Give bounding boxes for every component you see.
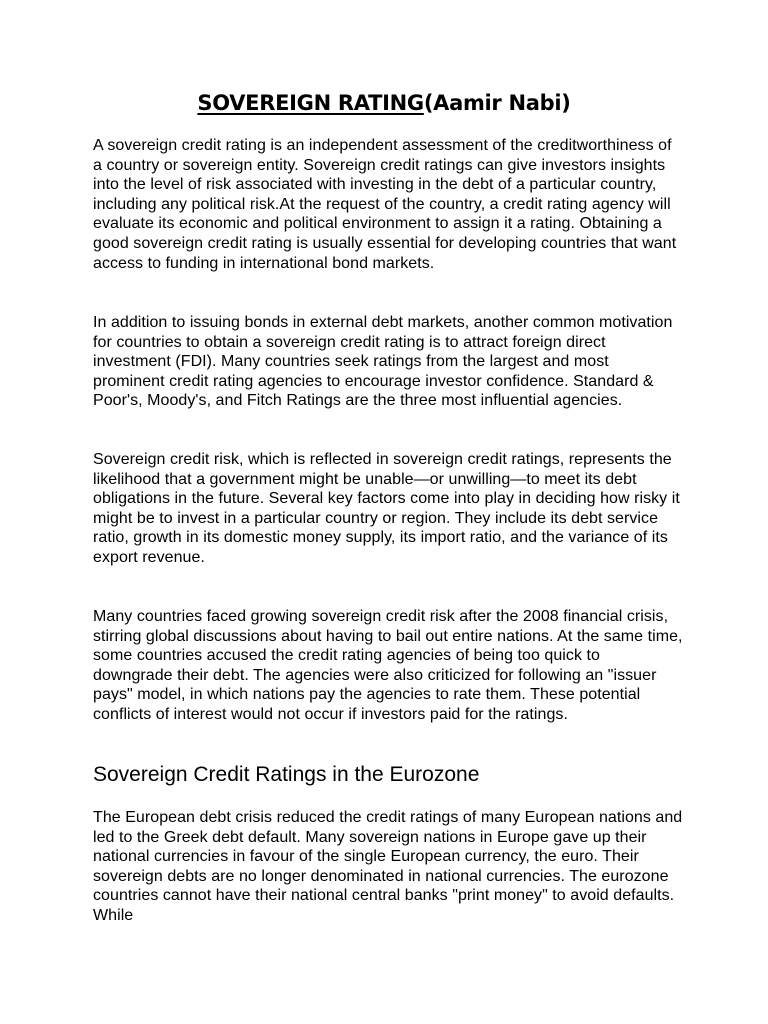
paragraph-eurozone: The European debt crisis reduced the credit ratings of many European nations and led to the Greek debt default. Many sovereign nations in Europe gave up their national currencies in favour of the single European currency, the euro. Their sovereign debts are no longer denominated in national currencies. The eurozone countries cannot have their national central banks "print money" to avoid defaults. While (93, 809, 683, 924)
paragraph-fdi: In addition to issuing bonds in external debt markets, another common motivation for countries to obtain a sovereign credit rating is to attract foreign direct investment (FDI). Many countries seek ratings from the largest and most prominent credit rating agencies to encourage investor confidence. Standard & Poor's, Moody's, and Fitch Ratings are the three most influential agencies. (93, 314, 673, 410)
paragraph-intro: A sovereign credit rating is an independent assessment of the creditworthiness of a country or sovereign entity. Sovereign credit ratings can give investors insights into the level of risk associated with investing in the debt of a particular country, including any political risk.At the request of the country, a credit rating agency will evaluate its economic and political environment to assign it a rating. Obtaining a good sovereign credit rating is usually essential for developing countries that want access to funding in international bond markets. (93, 137, 677, 272)
section-heading: Sovereign Credit Ratings in the Eurozone (93, 763, 480, 786)
paragraph-financial-crisis: Many countries faced growing sovereign credit risk after the 2008 financial crisis, stirring global discussions about having to bail out entire nations. At the same time, some countries accused the credit rating agencies of being too quick to downgrade their debt. The agencies were also criticized for following an "issuer pays" model, in which nations pay the agencies to rate them. These potential conflicts of interest would not occur if investors paid for the ratings. (93, 608, 683, 723)
title-author-text: (Aamir Nabi) (423, 91, 571, 115)
paragraph-credit-risk: Sovereign credit risk, which is reflected in sovereign credit ratings, represents the likelihood that a government might be unable—or unwilling—to meet its debt obligations in the future. Several key factors come into play in deciding how risky it might be to invest in a particular country or region. They include its debt service ratio, growth in its domestic money supply, its import ratio, and the variance of its export revenue. (93, 451, 680, 566)
title-underlined-text: SOVEREIGN RATING (197, 91, 424, 115)
page-title (0, 89, 768, 117)
